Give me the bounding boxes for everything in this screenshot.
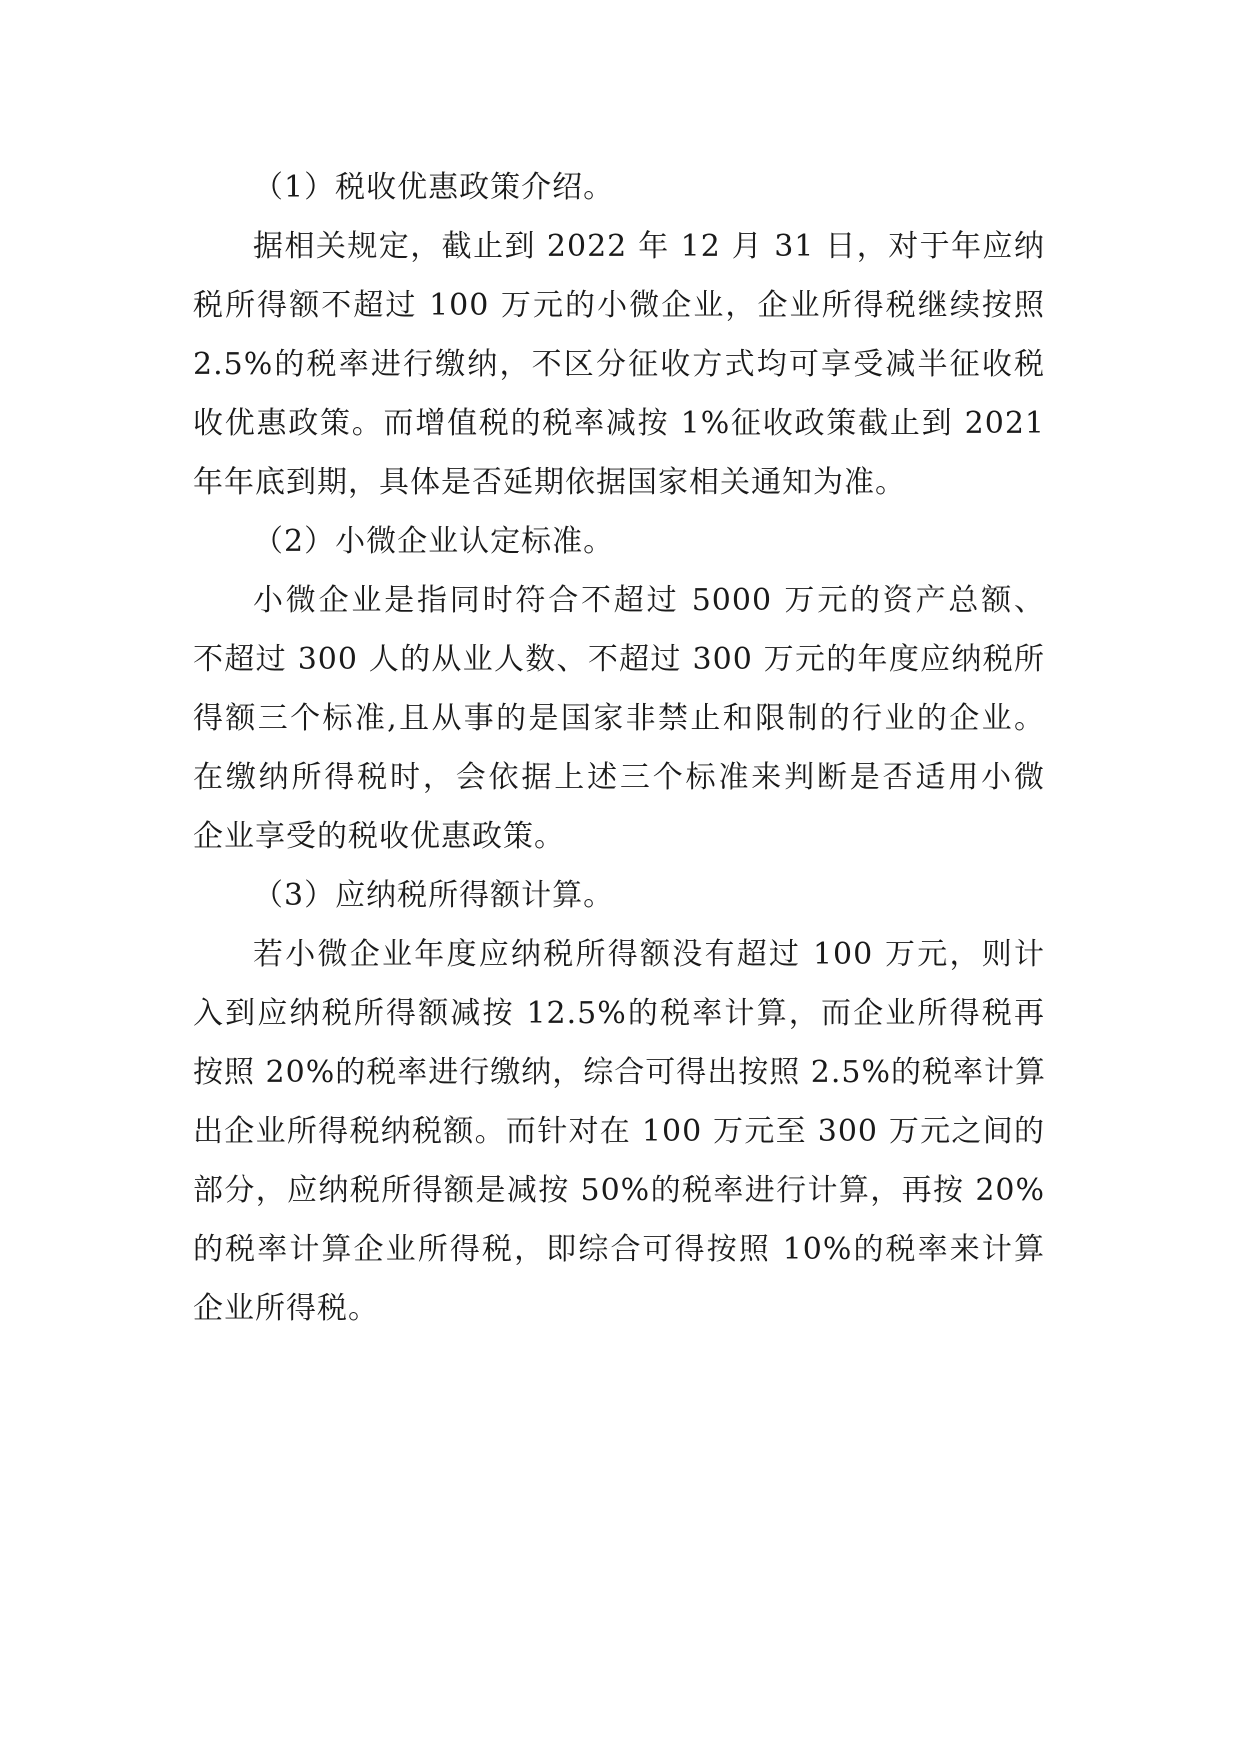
section-heading-criteria: （2）小微企业认定标准。 [253,524,615,559]
section-heading-tax-policy: （1）税收优惠政策介绍。 [253,170,615,205]
paragraph-tax-policy [193,217,1045,512]
paragraph-criteria [193,571,1045,866]
text-line: 税所得额不超过 100 万元的小微企业，企业所得税继续按照 [193,288,1045,323]
text-line: 按照 20%的税率进行缴纳，综合可得出按照 2.5%的税率计算 [193,1055,1046,1090]
paragraph-calculation [193,925,1045,1338]
text-line: 2.5%的税率进行缴纳，不区分征收方式均可享受减半征收税 [193,347,1045,382]
text-line: 的税率计算企业所得税，即综合可得按照 10%的税率来计算 [193,1232,1045,1267]
text-line: 年年底到期，具体是否延期依据国家相关通知为准。 [193,465,906,500]
section-heading-calculation: （3）应纳税所得额计算。 [253,878,615,913]
document-body [193,158,1045,1338]
text-line: 入到应纳税所得额减按 12.5%的税率计算，而企业所得税再 [193,996,1045,1031]
text-line: 企业享受的税收优惠政策。 [193,819,565,854]
text-line: 小微企业是指同时符合不超过 5000 万元的资产总额、 [253,583,1045,618]
text-line: 若小微企业年度应纳税所得额没有超过 100 万元，则计 [253,937,1045,972]
text-line: 企业所得税。 [193,1291,379,1326]
text-line: 部分，应纳税所得额是减按 50%的税率进行计算，再按 20% [193,1173,1045,1208]
text-line: 在缴纳所得税时，会依据上述三个标准来判断是否适用小微 [193,760,1045,795]
text-line: 得额三个标准,且从事的是国家非禁止和限制的行业的企业。 [193,701,1045,736]
text-line: 据相关规定，截止到 2022 年 12 月 31 日，对于年应纳 [253,229,1045,264]
text-line: 不超过 300 人的从业人数、不超过 300 万元的年度应纳税所 [193,642,1045,677]
text-line: 收优惠政策。而增值税的税率减按 1%征收政策截止到 2021 [193,406,1045,441]
text-line: 出企业所得税纳税额。而针对在 100 万元至 300 万元之间的 [193,1114,1045,1149]
